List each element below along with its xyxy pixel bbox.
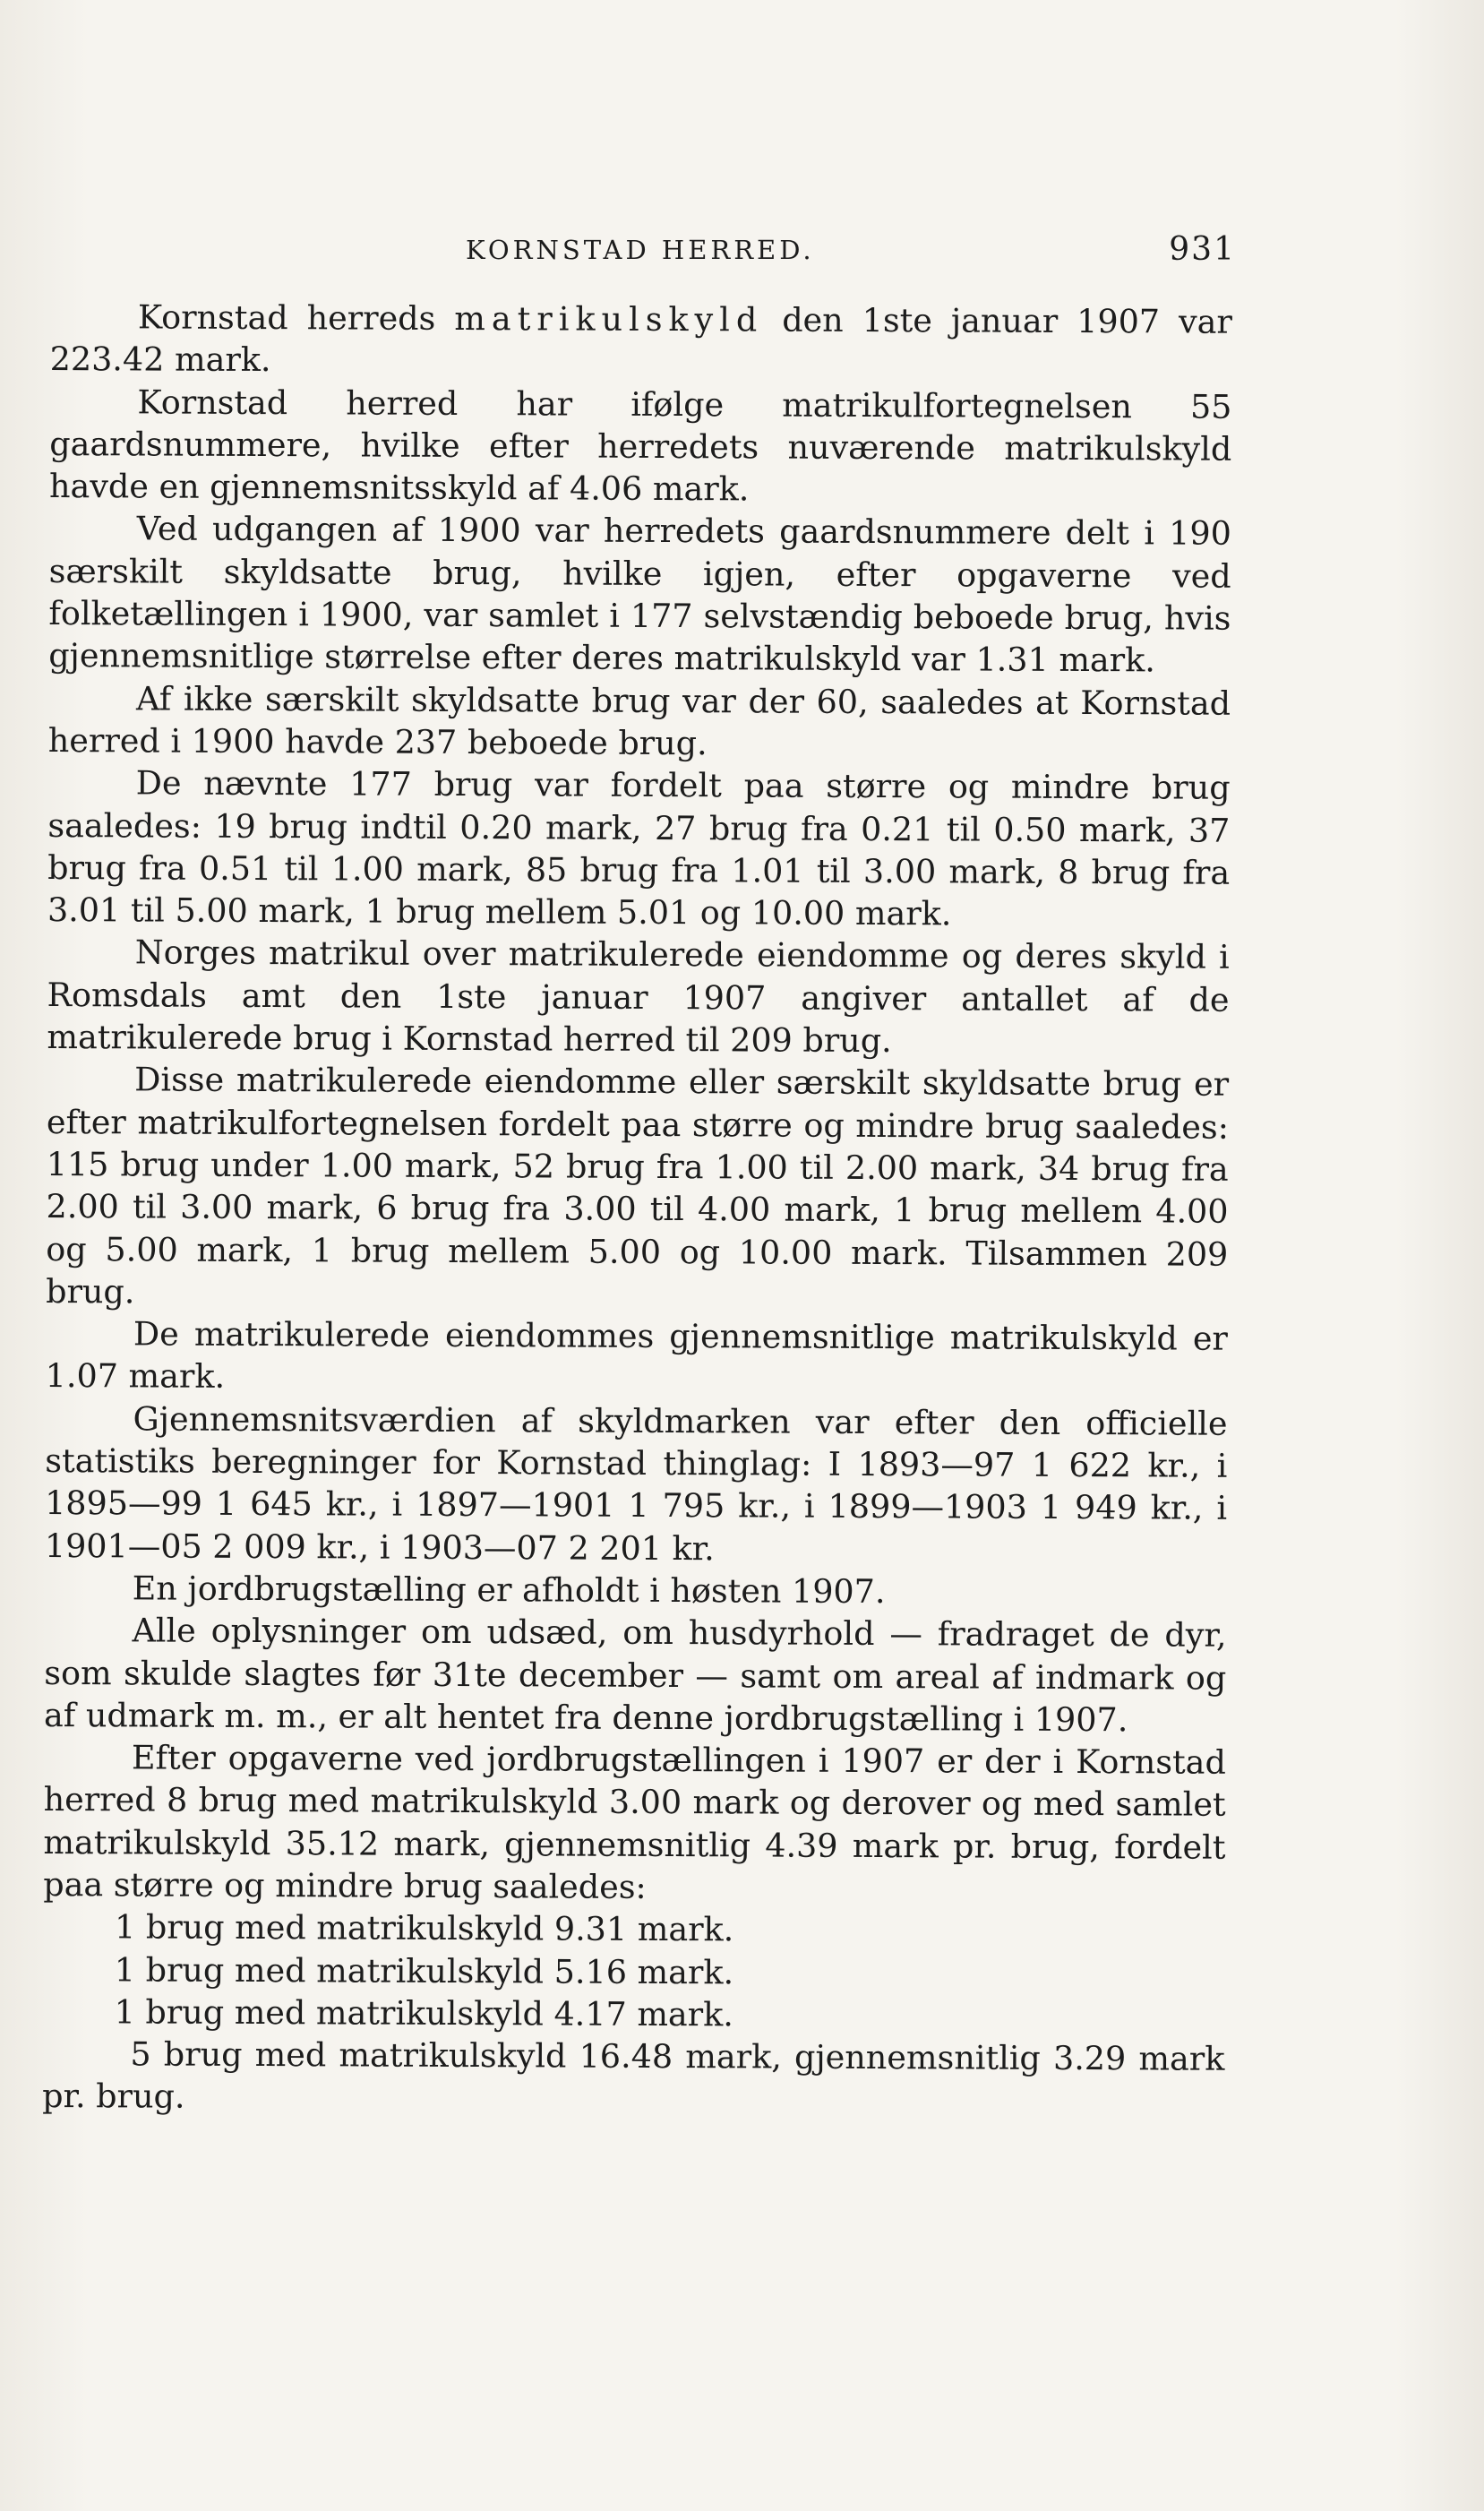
paragraph-beboede-brug: Af ikke særskilt skyldsatte brug var der 60, saaledes at Kornstad herred i 1900 havde 237 beboede brug. (47, 679, 1231, 763)
list-item: 5 brug med matrikulskyld 16.48 mark, gjennemsnitlig 3.29 mark pr. brug. (42, 2034, 1225, 2117)
paragraph-jordbrugstaelling: En jordbrugstælling er afholdt i høsten 1907. (132, 1569, 886, 1611)
running-title: KORNSTAD HERRED. (466, 235, 815, 265)
body-text (42, 296, 1232, 2123)
paragraph-norges-matrikul: Norges matrikul over matrikulerede eiendomme og deres skyld i Romsdals amt den 1ste januar 1907 angiver antallet af de matrikulerede brug i Kornstad herred til 209 brug. (47, 933, 1230, 1061)
running-head (466, 231, 1236, 267)
paragraph-text: Kornstad herreds (137, 297, 455, 338)
paragraph-text: den 1ste januar 1907 var 223.42 mark. (49, 300, 1232, 380)
paragraph-oplysninger: Alle oplysninger om udsæd, om husdyrhold — fradraget de dyr, som skulde slagtes før 31te december — samt om areal af indmark og af udmark m. m., er alt hentet fra denne jordbrugstælling i 1907. (43, 1611, 1227, 1740)
page-number: 931 (1169, 231, 1236, 268)
paragraph-brug-fordeling: De nævnte 177 brug var fordelt paa større og mindre brug saaledes: 19 brug indtil 0.20 mark, 27 brug fra 0.21 til 0.50 mark, 37 brug fra 0.51 til 1.00 mark, 85 brug fra 1.01 til 3.00 mark, 8 brug fra 3.01 til 5.00 mark, 1 brug mellem 5.01 og 10.00 mark. (47, 763, 1231, 933)
paragraph-brug-1900: Ved udgangen af 1900 var herredets gaardsnummere delt i 190 særskilt skyldsatte brug, hvilke igjen, efter opgaverne ved folketællingen i 1900, var samlet i 177 selvstændig beboede brug, hvis gjennemsnitlige størrelse efter deres matrikulskyld var 1.31 mark. (48, 509, 1231, 680)
paragraph-opgaverne-1907: Efter opgaverne ved jordbrugstællingen i 1907 er der i Kornstad herred 8 brug med matrikulskyld 3.00 mark og derover og med samlet matrikulskyld 35.12 mark, gjennemsnitlig 4.39 mark pr. brug, fordelt paa større og mindre brug saaledes: (43, 1738, 1226, 1906)
paragraph-gjennemsnitlig-skyld: De matrikulerede eiendommes gjennemsnitlige matrikulskyld er 1.07 mark. (45, 1314, 1229, 1397)
paragraph-matrikulskyld (50, 296, 1232, 385)
paragraph-gaardsnummere: Kornstad herred har ifølge matrikulfortegnelsen 55 gaardsnummere, hvilke efter herredets nuværende matrikulskyld havde en gjennemsnitsskyld af 4.06 mark. (48, 383, 1232, 509)
list-item: 1 brug med matrikulskyld 5.16 mark. (114, 1949, 734, 1991)
list-item: 1 brug med matrikulskyld 9.31 mark. (114, 1907, 734, 1949)
emphasized-term: matrikulskyld (454, 298, 764, 340)
paragraph-skyldmark-vaerdi: Gjennemsnitsværdien af skyldmarken var efter den officielle statistiks beregninger for Kornstad thinglag: I 1893—97 1 622 kr., i 1895—99 1 645 kr., i 1897—1901 1 795 kr., i 1899—1903 1 949 kr., i 1901—05 2 009 kr., i 1903—07 2 201 kr. (44, 1399, 1228, 1568)
paragraph-eiendomme-fordeling: Disse matrikulerede eiendomme eller særskilt skyldsatte brug er efter matrikulfortegnelsen fordelt paa større og mindre brug saaledes: 115 brug under 1.00 mark, 52 brug fra 1.00 til 2.00 mark, 34 brug fra 2.00 til 3.00 mark, 6 brug fra 3.00 til 4.00 mark, 1 brug mellem 4.00 og 5.00 mark, 1 brug mellem 5.00 og 10.00 mark. Tilsammen 209 brug. (46, 1060, 1230, 1311)
list-item: 1 brug med matrikulskyld 4.17 mark. (114, 1992, 734, 2034)
